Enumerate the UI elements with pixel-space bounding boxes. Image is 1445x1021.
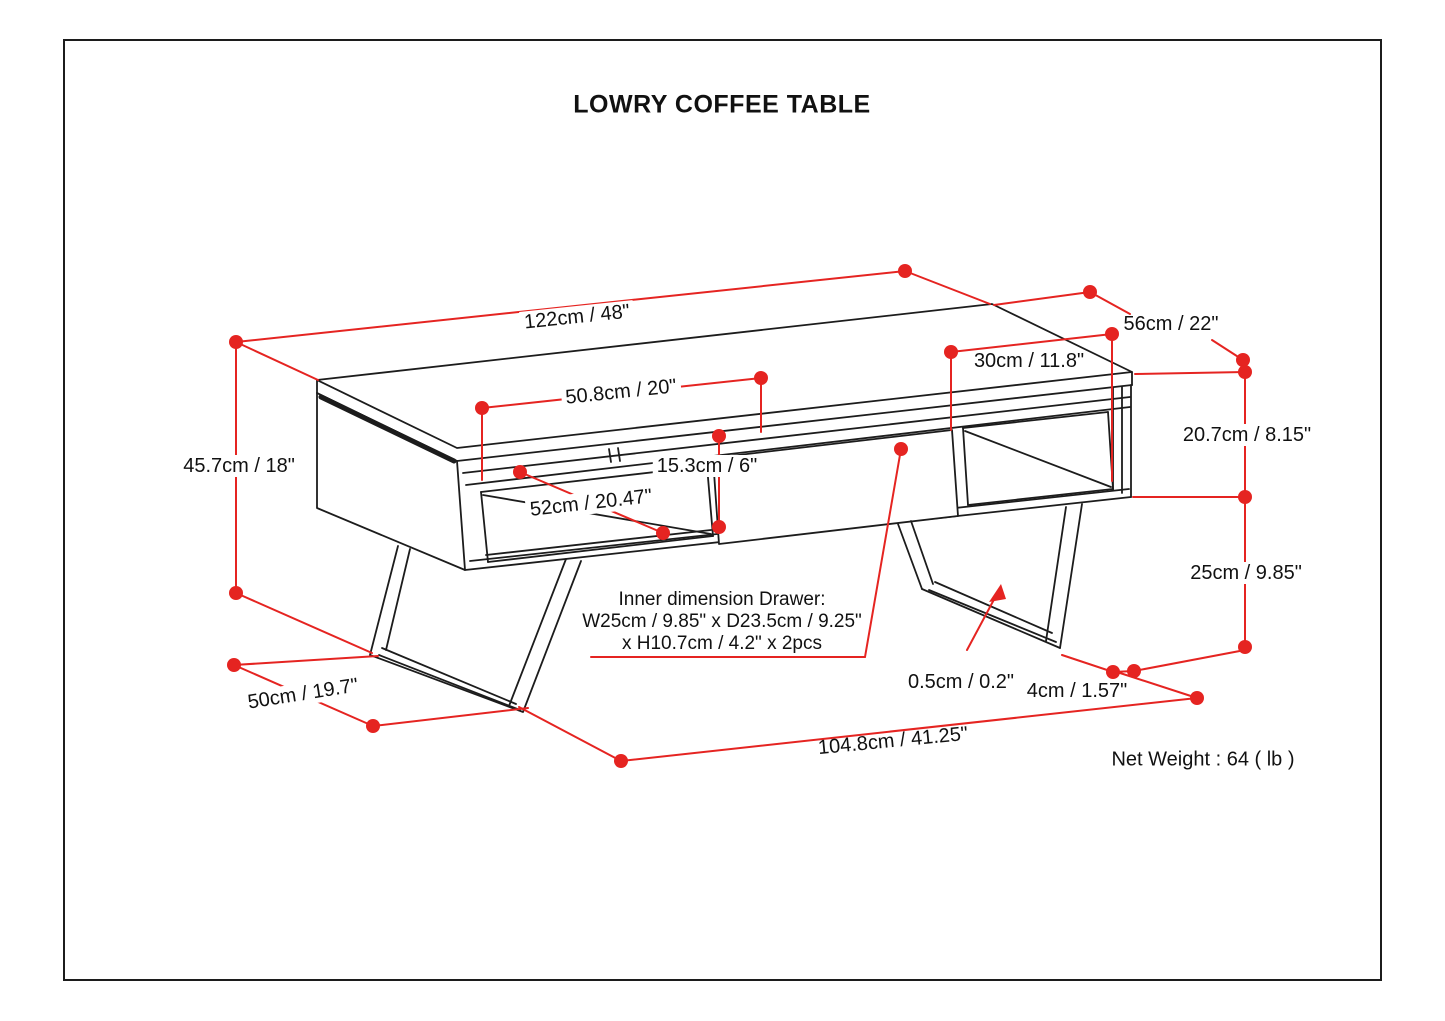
dim-label-height-overall: 45.7cm / 18" xyxy=(179,455,299,477)
dim-label-depth-overall: 56cm / 22" xyxy=(1123,313,1219,335)
dim-label-left-shelf-span: 50.8cm / 20" xyxy=(560,375,681,409)
dim-label-foot-offset: 4cm / 1.57" xyxy=(1026,680,1128,702)
dimension-line-122cm xyxy=(236,271,990,380)
dim-label-shelf-inner-width: 52cm / 20.47" xyxy=(525,485,657,522)
dimension-line-4cm xyxy=(1062,650,1245,672)
drawer-note-line3: x H10.7cm / 4.2" x 2pcs xyxy=(621,633,822,654)
drawer-note-line1: Inner dimension Drawer: xyxy=(618,589,826,610)
left-leg xyxy=(370,546,581,712)
page-title: LOWRY COFFEE TABLE xyxy=(573,90,871,119)
dim-label-width-overall: 122cm / 48" xyxy=(519,300,635,334)
dim-label-opening-height: 15.3cm / 6" xyxy=(653,455,761,477)
drawer-inner-dimension-note xyxy=(582,589,862,655)
dim-label-leg-span: 104.8cm / 41.25" xyxy=(817,722,969,760)
dim-label-top-to-shelf-height: 20.7cm / 8.15" xyxy=(1179,424,1315,446)
right-shelf-opening xyxy=(963,412,1113,505)
dimension-line-right-vertical xyxy=(1133,372,1245,647)
net-weight-text: Net Weight : 64 ( lb ) xyxy=(1111,748,1295,771)
dim-label-right-shelf-width: 30cm / 11.8" xyxy=(973,350,1085,372)
dim-label-leg-depth: 50cm / 19.7" xyxy=(242,674,364,714)
dimension-line-45-7cm xyxy=(236,344,372,653)
dim-label-leg-thickness: 0.5cm / 0.2" xyxy=(907,671,1015,693)
right-leg xyxy=(898,504,1082,648)
drawer-note-line2: W25cm / 9.85" x D23.5cm / 9.25" xyxy=(582,611,862,632)
dim-label-leg-height: 25cm / 9.85" xyxy=(1186,562,1306,584)
left-side-panel xyxy=(317,393,465,570)
drawer-front xyxy=(713,430,958,544)
